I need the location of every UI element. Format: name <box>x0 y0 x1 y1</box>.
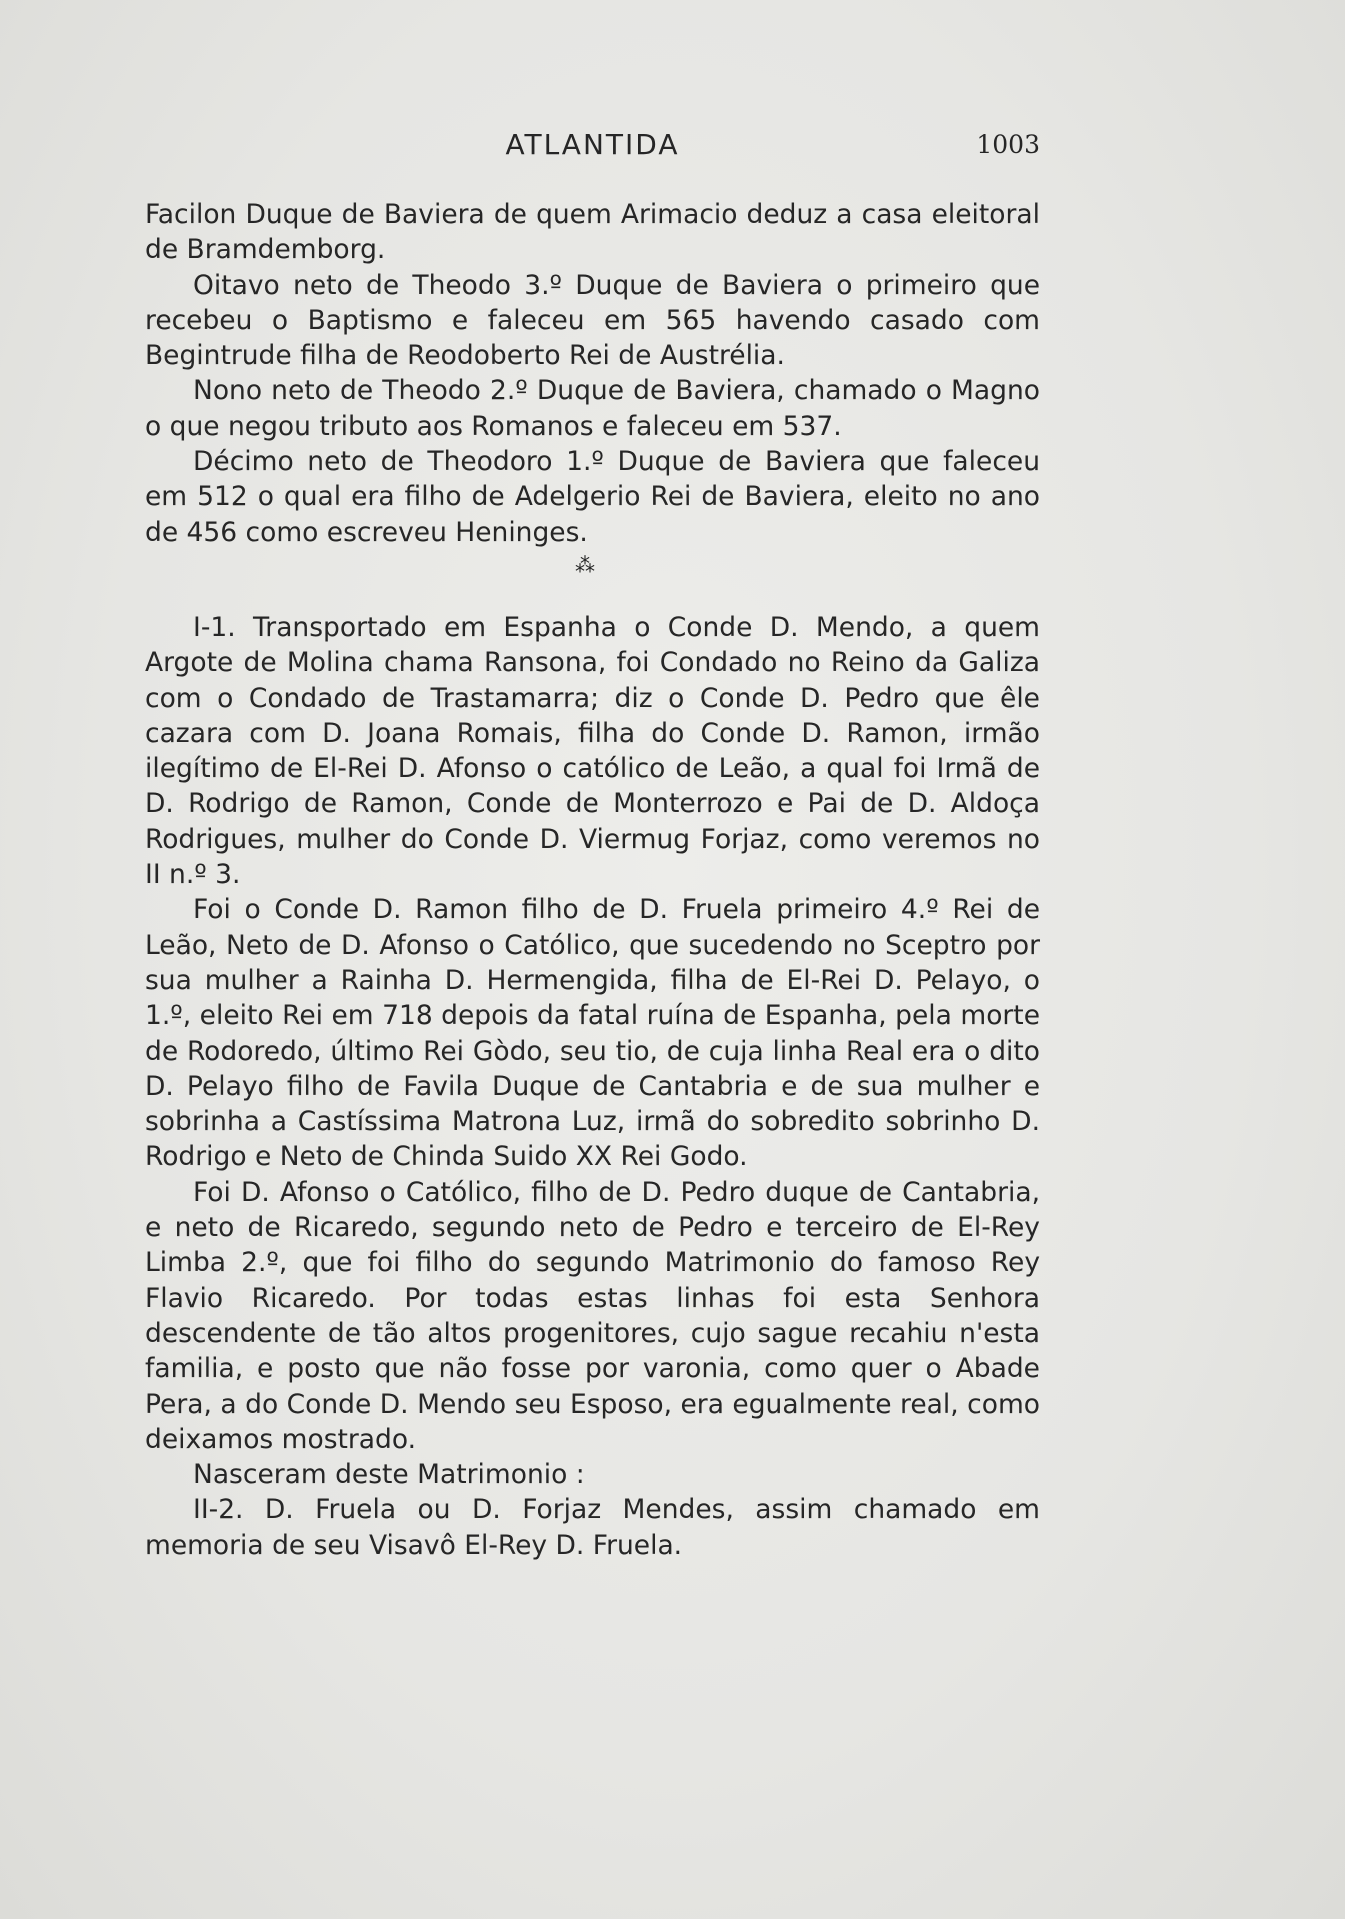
page-header <box>145 128 1040 168</box>
body-text <box>145 197 1040 1563</box>
running-title: ATLANTIDA <box>505 128 680 161</box>
paragraph: Nasceram deste Matrimonio : <box>193 1459 585 1491</box>
paragraph-continued: Facilon Duque de Baviera de quem Arimacio deduz a casa eleitoral de Bramdemborg. <box>145 199 1040 266</box>
paragraph: Nono neto de Theodo 2.º Duque de Baviera, chamado o Magno o que negou tributo aos Romanos e faleceu em 537. <box>145 375 1040 442</box>
paragraph-entry: I-1. Transportado em Espanha o Conde D. Mendo, a quem Argote de Molina chama Ransona, foi Condado no Reino da Galiza com o Condado de Trastamarra; diz o Conde D. Pedro que êle cazara com D. Joana Romais, filha do Conde D. Ramon, irmão ilegítimo de El-Rei D. Afonso o católico de Leão, a qual foi Irmã de D. Rodrigo de Ramon, Conde de Monterrozo e Pai de D. Aldoça Rodrigues, mulher do Conde D. Viermug Forjaz, como veremos no II n.º 3. <box>145 611 1040 891</box>
paragraph-entry: II-2. D. Fruela ou D. Forjaz Mendes, assim chamado em memoria de seu Visavô El-Rey D. Fruela. <box>145 1494 1040 1561</box>
section-separator <box>145 550 1040 610</box>
paragraph: Oitavo neto de Theodo 3.º Duque de Baviera o primeiro que recebeu o Baptismo e faleceu em 565 havendo casado com Begintrude filha de Reodoberto Rei de Austrélia. <box>145 269 1040 372</box>
paragraph: Foi D. Afonso o Católico, filho de D. Pedro duque de Cantabria, e neto de Ricaredo, segundo neto de Pedro e terceiro de El-Rey Limba 2.º, que foi filho do segundo Matrimonio do famoso Rey Flavio Ricaredo. Por todas estas linhas foi esta Senhora descendente de tão altos progenitores, cujo sague recahiu n'esta familia, e posto que não fosse por varonia, como quer o Abade Pera, a do Conde D. Mendo seu Esposo, era egualmente real, como deixamos mostrado. <box>145 1176 1040 1455</box>
paragraph: Décimo neto de Theodoro 1.º Duque de Baviera que faleceu em 512 o qual era filho de Adelgerio Rei de Baviera, eleito no ano de 456 como escreveu Heninges. <box>145 446 1040 548</box>
paragraph: Foi o Conde D. Ramon filho de D. Fruela primeiro 4.º Rei de Leão, Neto de D. Afonso o Católico, que sucedendo no Sceptro por sua mulher a Rainha D. Hermengida, filha de El-Rei D. Pelayo, o 1.º, eleito Rei em 718 depois da fatal ruína de Espanha, pela morte de Rodoredo, último Rei Gòdo, seu tio, de cuja linha Real era o dito D. Pelayo filho de Favila Duque de Cantabria e de sua mulher e sobrinha a Castíssima Matrona Luz, irmã do sobredito sobrinho D. Rodrigo e Neto de Chinda Suido XX Rei Godo. <box>145 894 1040 1173</box>
page-number: 1003 <box>976 130 1040 159</box>
asterism-ornament: ⁂ <box>575 552 595 577</box>
